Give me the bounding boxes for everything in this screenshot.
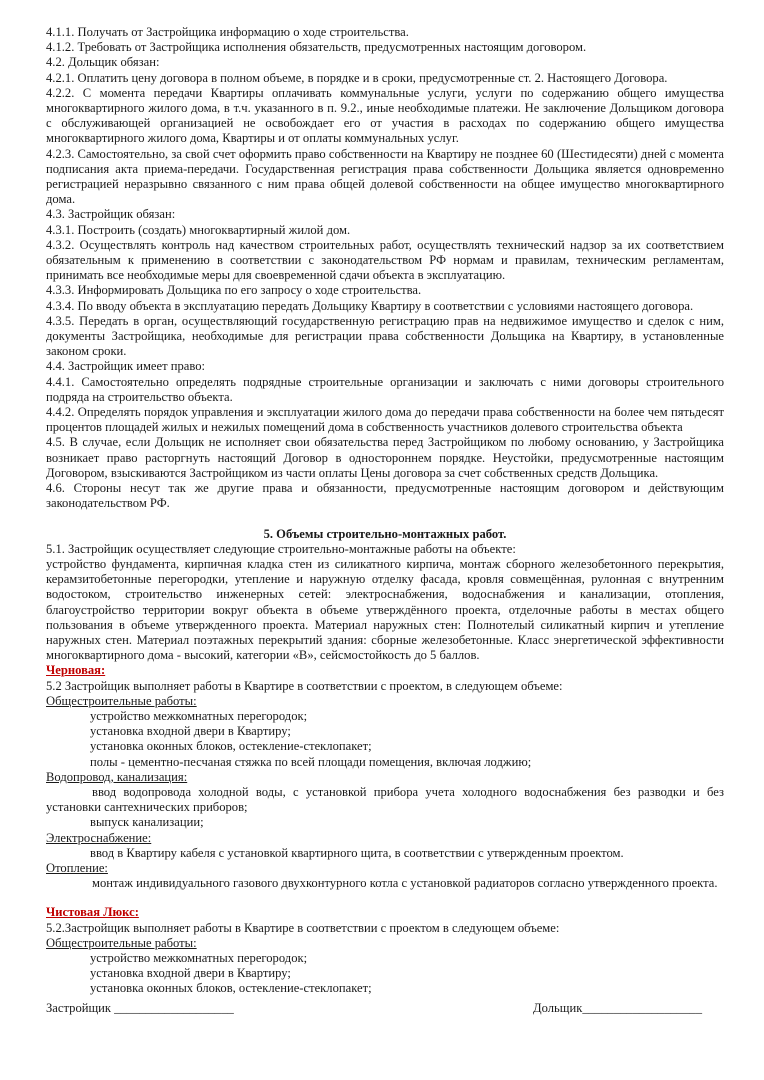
- rough-heating-item: монтаж индивидуального газового двухконтурного котла с установкой радиаторов согласно утвержденного проекта.: [92, 876, 718, 891]
- clause-5-1-body: устройство фундамента, кирпичная кладка стен из силикатного кирпича, монтаж сборного железобетонного перекрытия, керамзитобетонные перегородки, утепление и наружную отделку фасада, кровля совмещённая, рулонная с внутренним водостоком, строительство инженерных сетей: электроснабжения, водоснабжения и канализации, отопления, благоустройство территории вокруг объекта в объеме утверждённого проекта, отделочные работы в местах общего пользования в объеме утвержденного проекта. Материал наружных стен: Полнотелый силикатный кирпич и утепление наружных стен. Материал поэтажных перекрытий здания: сборные железобетонные. Класс энергетической эффективности многоквартирного дома - высокий, категории «В», сейсмостойкость до 5 баллов.: [46, 556, 724, 663]
- lux-general-item: установка оконных блоков, остекление-стеклопакет;: [90, 981, 372, 996]
- clause-4-3-4: 4.3.4. По вводу объекта в эксплуатацию передать Дольщику Квартиру в соответствии с условиями настоящего договора.: [46, 298, 694, 313]
- rough-intro: 5.2 Застройщик выполняет работы в Квартире в соответствии с проектом, в следующем объеме:: [46, 678, 563, 693]
- signature-line: [46, 1001, 724, 1016]
- rough-finish-label: Черновая:: [46, 663, 106, 678]
- rough-water-title: Водопровод, канализация:: [46, 769, 188, 784]
- clause-4-5: 4.5. В случае, если Дольщик не исполняет свои обязательства перед Застройщиком по любому основанию, у Застройщика возникает право расторгнуть настоящий Договор в одностороннем порядке. Неустойки, предусмотренные настоящим Договором, взыскиваются Застройщиком из части оплаты Цены договора за счет собственных средств Дольщика.: [46, 435, 724, 480]
- clause-4-2: 4.2. Дольщик обязан:: [46, 55, 160, 70]
- clause-4-1-2: 4.1.2. Требовать от Застройщика исполнения обязательств, предусмотренных настоящим договором.: [46, 40, 587, 55]
- shareholder-signature: Дольщик___________________: [533, 1000, 702, 1015]
- section-5-heading: 5. Объемы строительно-монтажных работ.: [263, 526, 507, 541]
- lux-general-item: установка входной двери в Квартиру;: [90, 966, 291, 981]
- clause-4-4-2: 4.4.2. Определять порядок управления и эксплуатации жилого дома до передачи права собственности на более чем пятьдесят процентов площадей жилых и нежилых помещений дома в собственность участников долевого строительства объекта: [46, 405, 724, 435]
- clause-4-3: 4.3. Застройщик обязан:: [46, 207, 176, 222]
- clause-4-3-2: 4.3.2. Осуществлять контроль над качеством строительных работ, осуществлять технический надзор за их соответствием обязательным к применению в соответствии с законодательством РФ нормам и правилам, техническим регламентам, принимать все необходимые меры для своевременной сдачи объекта в эксплуатацию.: [46, 237, 724, 283]
- rough-water-item: ввод водопровода холодной воды, с установкой прибора учета холодного водоснабжения без разводки и без установки сантехнических приборов;: [46, 784, 724, 815]
- clause-4-3-5: 4.3.5. Передать в орган, осуществляющий государственную регистрацию прав на недвижимое имущество и сделок с ним, документы Застройщика, необходимые для регистрации права собственности Дольщика на Квартиру, в установленные законом сроки.: [46, 313, 724, 359]
- rough-general-item: установка входной двери в Квартиру;: [90, 724, 291, 739]
- contract-page: [46, 25, 724, 1016]
- rough-general-title: Общестроительные работы:: [46, 693, 197, 708]
- rough-water-item: выпуск канализации;: [90, 815, 204, 830]
- rough-general-item: установка оконных блоков, остекление-стеклопакет;: [90, 739, 372, 754]
- rough-heating-title: Отопление:: [46, 860, 108, 875]
- rough-general-item: устройство межкомнатных перегородок;: [90, 708, 308, 723]
- lux-finish-label: Чистовая Люкс:: [46, 905, 139, 920]
- clause-4-3-1: 4.3.1. Построить (создать) многоквартирный жилой дом.: [46, 222, 351, 237]
- clause-4-2-2: 4.2.2. С момента передачи Квартиры оплачивать коммунальные услуги, услуги по содержанию общего имущества многоквартирного жилого дома, в т.ч. указанного в п. 9.2., иные необходимые платежи. Не заключение Дольщиком договора с обслуживающей организацией не освобождает его от участия в расходах по содержанию общего имущества многоквартирного жилого дома, Квартиры и от оплаты коммунальных услуг.: [46, 85, 724, 146]
- clause-4-4-1: 4.4.1. Самостоятельно определять подрядные строительные организации и заключать с ними договоры строительного подряда на строительство объекта.: [46, 374, 724, 404]
- clause-5-1: 5.1. Застройщик осуществляет следующие строительно-монтажные работы на объекте:: [46, 541, 516, 556]
- lux-general-item: устройство межкомнатных перегородок;: [90, 950, 308, 965]
- lux-general-title: Общестроительные работы:: [46, 935, 197, 950]
- clause-4-3-3: 4.3.3. Информировать Дольщика по его запросу о ходе строительства.: [46, 283, 422, 298]
- lux-intro: 5.2.Застройщик выполняет работы в Квартире в соответствии с проектом в следующем объеме:: [46, 920, 560, 935]
- clause-4-4: 4.4. Застройщик имеет право:: [46, 359, 206, 374]
- developer-signature: Застройщик ___________________: [46, 1000, 234, 1015]
- spacer: [46, 891, 724, 905]
- clause-4-2-1: 4.2.1. Оплатить цену договора в полном объеме, в порядке и в сроки, предусмотренные ст. 2. Настоящего Договора.: [46, 70, 668, 85]
- clause-4-6: 4.6. Стороны несут так же другие права и обязанности, предусмотренные настоящим договором и действующим законодательством РФ.: [46, 481, 724, 511]
- rough-power-item: ввод в Квартиру кабеля с установкой квартирного щита, в соответствии с утвержденным проектом.: [90, 845, 624, 860]
- rough-power-title: Электроснабжение:: [46, 830, 152, 845]
- clause-4-1-1: 4.1.1. Получать от Застройщика информацию о ходе строительства.: [46, 25, 409, 39]
- rough-general-item: полы - цементно-песчаная стяжка по всей площади помещения, включая лоджию;: [90, 754, 532, 769]
- clause-4-2-3: 4.2.3. Самостоятельно, за свой счет оформить право собственности на Квартиру не позднее 60 (Шестидесяти) дней с момента подписания акта приема-передачи. Государственная регистрация права собственности Дольщика является одновременно регистрацией неразрывно связанного с ним права общей долевой собственности на общее имущество многоквартирного дома.: [46, 146, 724, 207]
